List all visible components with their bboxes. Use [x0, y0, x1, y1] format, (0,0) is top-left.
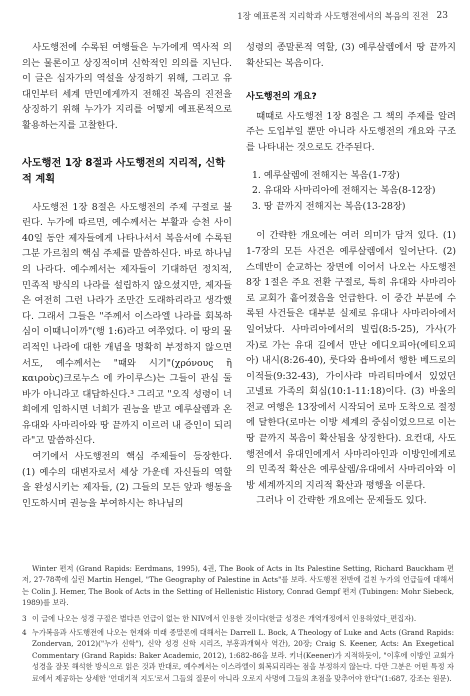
running-head	[237, 10, 448, 22]
footnote-text: 누가복음과 사도행전에 나오는 현재와 미래 종말론에 대해서는 Darrell L. Bock, A Theology of Luke and Acts (Grand Rapids: Zondervan, 2012)("누가 신학"), 신약 성경 신학 시리즈, 부흥과개혁사 역간), 20장; Craig S. Keener, Acts: An Exegetical Commentary (Grand Rapids: Baker Academic, 2012), 1:682-86을 보라. 키너(Keener)가 지적하듯이, "이후에 이방인 교회가 성경을 잘못 해석한 방식으로 읽은 것과 반대로, 예수께서는 이스라엘이 회복되리라는 점을 부정하지 않는다. 다만 그분은 어떤 특정 자료에서 제공하는 상세한 '언대기적 지도'로서 그들의 질문이 아니라 오로지 사명에 그들의 초점을 맞추어야 한다"(1:687, 강조는 원문).	[32, 628, 454, 683]
left-column	[22, 40, 232, 511]
footnote-text: 이 글에 나오는 성경 구절은 별다른 언급이 없는 한 NIV에서 인용한 것이다(한글 성경은 개역개정에서 인용하였다_편집자).	[32, 613, 417, 623]
footnote	[22, 613, 454, 624]
footnotes	[22, 563, 454, 687]
footnote-continued: Winter 편저 (Grand Rapids: Eerdmans, 1995), 4권, The Book of Acts in Its Palestine Setting, Richard Bauckham 편저, 27-78쪽에 실린 Martin Hengel, "The Geography of Palestine in Acts"를 보라. 사도행전 전반에 걸친 누가의 언급들에 대해서는 Colin J. Hemer, The Book of Acts in the Setting of Hellenistic History, Conrad Gempf 편저 (Tubingen: Mohr Siebeck, 1989)를 보라.	[22, 564, 454, 608]
outline-item: 3. 땅 끝까지 전해지는 복음(13-28장)	[252, 200, 406, 212]
outline-item: 2. 유대와 사마리아에 전해지는 복음(8-12장)	[252, 185, 436, 197]
body-paragraph-2: 여기에서 사도행전의 핵심 주제들이 등장한다. (1) 예수의 대변자로서 세상 가운데 자신들의 역할을 완성시키는 제자들, (2) 그들의 모든 앞과 행동을 인도하시며 권능을 부여하시는 하나님의	[22, 451, 232, 509]
footnote	[22, 627, 454, 684]
footnote-number: 3	[22, 613, 27, 623]
right-column	[246, 40, 456, 509]
outline-item: 1. 예루살렘에 전해지는 복음(1-7장)	[252, 169, 400, 181]
section-heading: 사도행전 1장 8절과 사도행전의 지리적, 신학적 계획	[22, 157, 226, 185]
sub-heading: 사도행전의 개요?	[246, 91, 317, 103]
closing-paragraph: 그러나 이 간략한 개요에는 문제들도 있다.	[256, 495, 427, 507]
running-head-title: 1장 예표론적 지리학과 사도행전에서의 복음의 진전	[237, 12, 429, 22]
analysis-paragraph: 이 간략한 개요에는 여러 의미가 담겨 있다. (1) 1-7장의 모든 사건은 예루살렘에서 일어난다. (2) 스데반이 순교하는 장면에 이어서 나오는 사도행전 8장 1절은 주요 전환 구절로, 특히 유대와 사마리아로 교회가 흩어졌음을 언급한다. 이 중간 부분에 수록된 사건들은 대부분 실제로 유대나 사마리아에서 일어났다. 사마리아에서의 빌립(8:5-25), 가사(가자)로 가는 유대 길에서 만난 에디오피아(에티오피아) 내시(8:26-40), 룻다와 욥바에서 행한 베드로의 이적들(9:32-43), 가이사랴 마리티마에서 있었던 고넬료 가족의 회심(10:1-11:18)이다. (3) 바울의 전교 여행은 13장에서 시작되어 로마 도착으로 절정에 달한다(로마는 이방 세계의 중심이었으므로 이는 땅 끝까지 복음이 확산됨을 상징한다). 요컨대, 사도행전에서 유대인에게서 사마리아인과 이방인에게로의 민족적 확산은 예루살렘/유대에서 사마리아와 이방 세계까지의 지리적 확산과 평행을 이룬다.	[246, 230, 456, 491]
intro-paragraph: 사도행전에 수록된 여행들은 누가에게 역사적 의의는 물론이고 상징적이며 신학적인 의의를 지닌다. 이 글은 십자가의 역설을 상징하기 위해, 그리고 유대인부터 세계 만민에게까지 전해진 복음의 진전을 상징하기 위해 누가가 지리를 어떻게 예표론적으로 활용하는지를 고찰한다.	[22, 42, 232, 131]
page-number: 23	[436, 11, 448, 21]
outline-intro-paragraph: 때때로 사도행전 1장 8절은 그 책의 주제를 알려 주는 도입부일 뿐만 아니라 사도행전의 개요와 구조를 나타내는 것으로도 간주된다.	[246, 110, 456, 153]
footnote-number: 4	[22, 628, 27, 638]
body-paragraph-1: 사도행전 1장 8절은 사도행전의 주제 구절로 불린다. 누가에 따르면, 예수께서는 부활과 승천 사이 40일 동안 제자들에게 나타나서서 복음서에 수록된 그분 가르침의 핵심 주제를 말씀하신다. 바로 하나님의 나라다. 예수께서는 제자들이 기대하던 정치적, 민족적 방식의 나라를 설립하지 않으셨지만, 제자들은 여전히 그런 나라가 조만간 도래하리라고 생각했다. 그래서 그들은 "주께서 이스라엘 나라를 회복하심이 이때니이까"(행 1:6)라고 여쭈었다. 이 땅의 물리적인 나라에 대한 개념을 명확히 부정하지 않으면서도, 예수께서는 "때와 시기"(χρόνους ἢ καιροὺς)크로누스 에 카이루스)는 그들이 관심 둘 바가 아니라고 대답하신다.³ 그리고 "오직 성령이 너희에게 임하시면 너희가 권능을 받고 예루살렘과 온 유대와 사마리아와 땅 끝까지 이르러 내 증인이 되리라"고 말씀하신다.	[22, 201, 232, 447]
outline-list	[246, 168, 456, 215]
continued-paragraph: 성령의 종말론적 역할, (3) 예루살렘에서 땅 끝까지 확산되는 복음이다.	[246, 42, 456, 69]
